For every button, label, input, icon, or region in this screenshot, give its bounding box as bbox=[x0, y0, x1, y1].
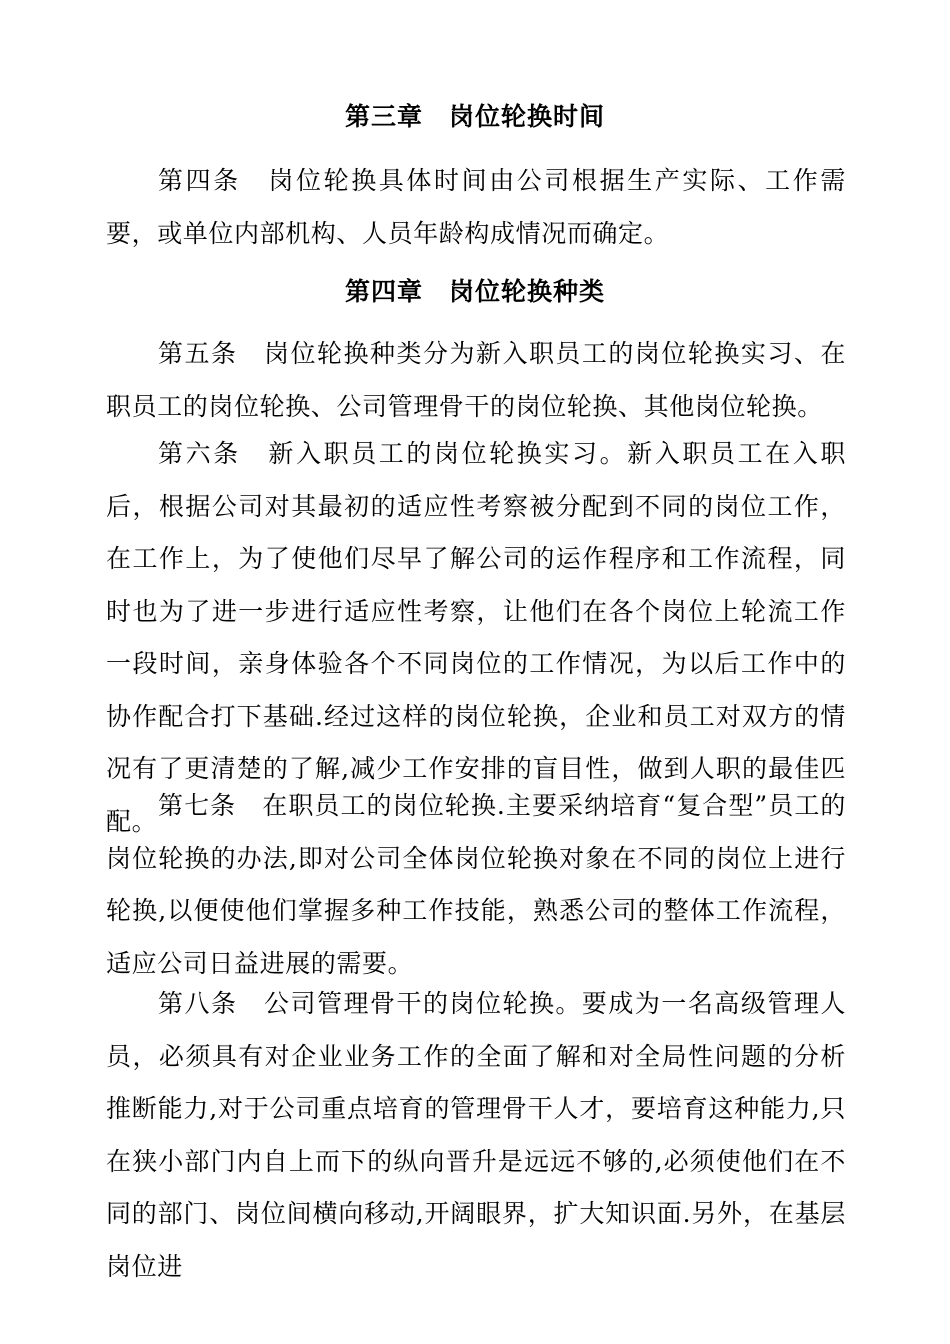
chapter-4-heading: 第四章 岗位轮换种类 bbox=[344, 277, 605, 306]
article-7-paragraph: 第七条 在职员工的岗位轮换.主要采纳培育“复合型”员工的岗位轮换的办法,即对公司全体岗位轮换对象在不同的岗位上进行轮换,以便使他们掌握多种工作技能，熟悉公司的整体工作流程，适应公司日益进展的需要。 bbox=[106, 791, 846, 978]
article-5-paragraph: 第五条 岗位轮换种类分为新入职员工的岗位轮换实习、在职员工的岗位轮换、公司管理骨干的岗位轮换、其他岗位轮换。 bbox=[106, 339, 846, 421]
article-6-paragraph: 第六条 新入职员工的岗位轮换实习。新入职员工在入职后，根据公司对其最初的适应性考察被分配到不同的岗位工作，在工作上，为了使他们尽早了解公司的运作程序和工作流程，同时也为了进一步进行适应性考察，让他们在各个岗位上轮流工作一段时间，亲身体验各个不同岗位的工作情况，为以后工作中的协作配合打下基础.经过这样的岗位轮换，企业和员工对双方的情况有了更清楚的了解,减少工作安排的盲目性，做到人职的最佳匹配。 bbox=[106, 439, 846, 836]
article-8-paragraph: 第八条 公司管理骨干的岗位轮换。要成为一名高级管理人员，必须具有对企业业务工作的全面了解和对全局性问题的分析推断能力,对于公司重点培育的管理骨干人才，要培育这种能力,只在狭小部门内自上而下的纵向晋升是远远不够的,必须使他们在不同的部门、岗位间横向移动,开阔眼界，扩大知识面.另外，在基层岗位进 bbox=[106, 989, 846, 1281]
article-4-paragraph: 第四条 岗位轮换具体时间由公司根据生产实际、工作需要，或单位内部机构、人员年龄构成情况而确定。 bbox=[106, 166, 846, 248]
chapter-3-heading: 第三章 岗位轮换时间 bbox=[344, 102, 605, 131]
